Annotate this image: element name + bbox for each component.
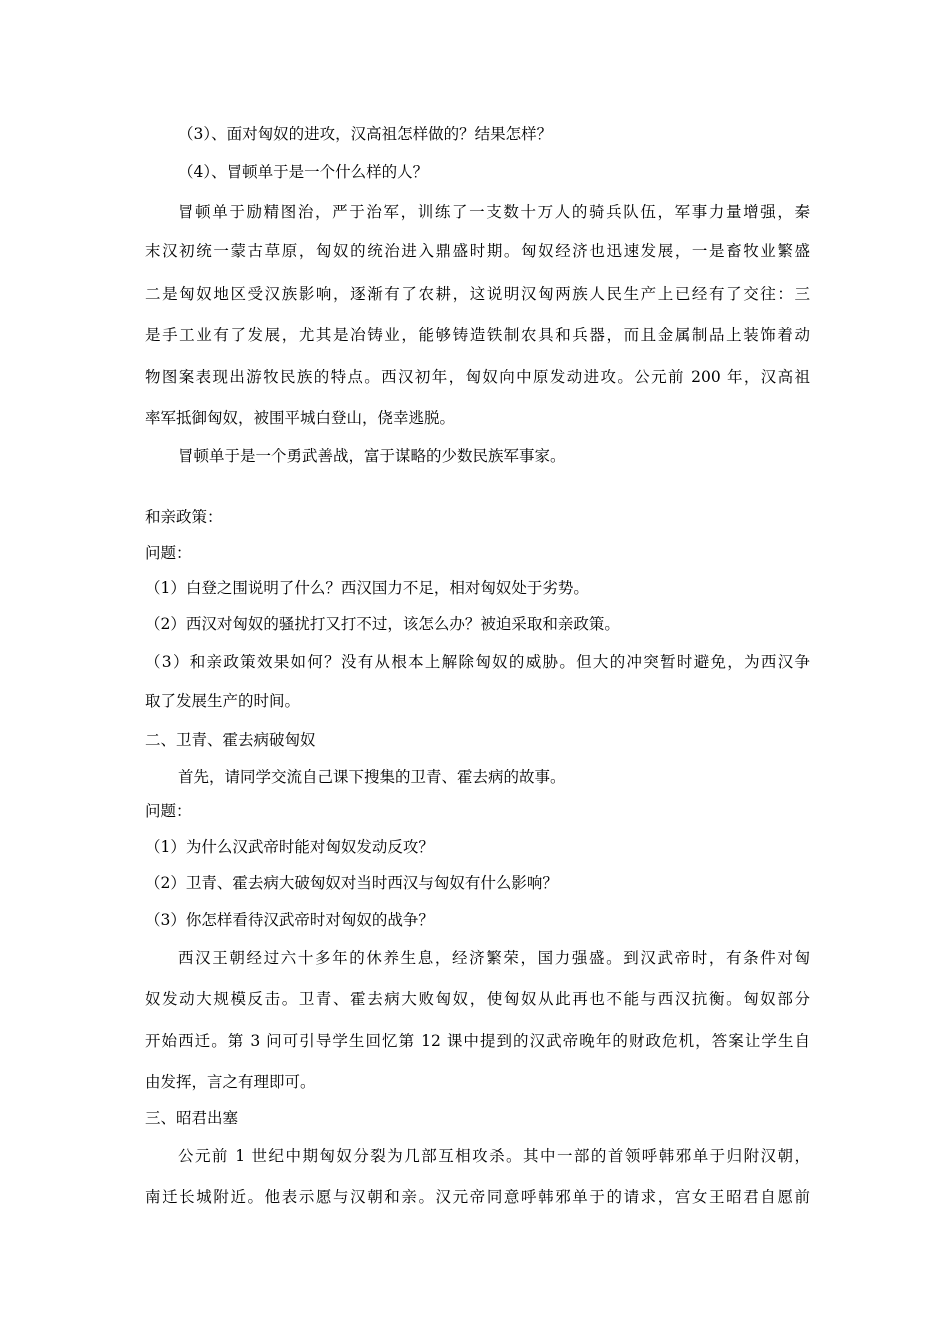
questions-label: 问题： [145, 802, 192, 820]
paragraph-line: 开始西迁。第 3 问可引导学生回忆第 12 课中提到的汉武帝晚年的财政危机，答案让学生自 [145, 1032, 810, 1050]
paragraph-line: 物图案表现出游牧民族的特点。西汉初年，匈奴向中原发动进攻。公元前 200 年，汉高祖 [145, 368, 810, 386]
paragraph-line: 冒顿单于是一个勇武善战，富于谋略的少数民族军事家。 [178, 447, 566, 465]
question-item: （2）卫青、霍去病大破匈奴对当时西汉与匈奴有什么影响？ [145, 874, 558, 892]
paragraph-line: 西汉王朝经过六十多年的休养生息，经济繁荣，国力强盛。到汉武帝时，有条件对匈 [178, 949, 810, 967]
section-heading: 二、卫青、霍去病破匈奴 [145, 731, 316, 749]
paragraph-line: 是手工业有了发展，尤其是冶铸业，能够铸造铁制农具和兵器，而且金属制品上装饰着动 [145, 326, 810, 344]
question-item: （1）白登之围说明了什么？西汉国力不足，相对匈奴处于劣势。 [145, 579, 589, 597]
paragraph-line: 南迁长城附近。他表示愿与汉朝和亲。汉元帝同意呼韩邪单于的请求，宫女王昭君自愿前 [145, 1188, 810, 1206]
question-item: （2）西汉对匈奴的骚扰打又打不过，该怎么办？被迫采取和亲政策。 [145, 615, 620, 633]
question-4-modu: （4）、冒顿单于是一个什么样的人？ [178, 163, 429, 181]
paragraph-line: 二是匈奴地区受汉族影响，逐渐有了农耕，这说明汉匈两族人民生产上已经有了交往：三 [145, 285, 810, 303]
question-3-gaozu: （3）、面对匈奴的进攻，汉高祖怎样做的？结果怎样？ [178, 125, 553, 143]
question-item: （3）和亲政策效果如何？没有从根本上解除匈奴的威胁。但大的冲突暂时避免，为西汉争 [145, 653, 810, 671]
questions-label: 问题： [145, 544, 192, 562]
paragraph-line: 公元前 1 世纪中期匈奴分裂为几部互相攻杀。其中一部的首领呼韩邪单于归附汉朝， [178, 1147, 810, 1165]
question-item: （3）你怎样看待汉武帝时对匈奴的战争？ [145, 911, 434, 929]
question-item: （1）为什么汉武帝时能对匈奴发动反攻？ [145, 838, 434, 856]
paragraph-line: 末汉初统一蒙古草原，匈奴的统治进入鼎盛时期。匈奴经济也迅速发展，一是畜牧业繁盛 [145, 242, 810, 260]
paragraph-line: 奴发动大规模反击。卫青、霍去病大败匈奴，使匈奴从此再也不能与西汉抗衡。匈奴部分 [145, 990, 810, 1008]
paragraph-line: 率军抵御匈奴，被围平城白登山，侥幸逃脱。 [145, 409, 456, 427]
paragraph-line: 首先，请同学交流自己课下搜集的卫青、霍去病的故事。 [178, 768, 566, 786]
heqin-heading: 和亲政策： [145, 508, 223, 526]
question-item-continued: 取了发展生产的时间。 [145, 692, 301, 710]
section-heading: 三、昭君出塞 [145, 1109, 239, 1127]
paragraph-line: 由发挥，言之有理即可。 [145, 1073, 316, 1091]
paragraph-line: 冒顿单于励精图治，严于治军，训练了一支数十万人的骑兵队伍，军事力量增强，秦 [178, 203, 810, 221]
